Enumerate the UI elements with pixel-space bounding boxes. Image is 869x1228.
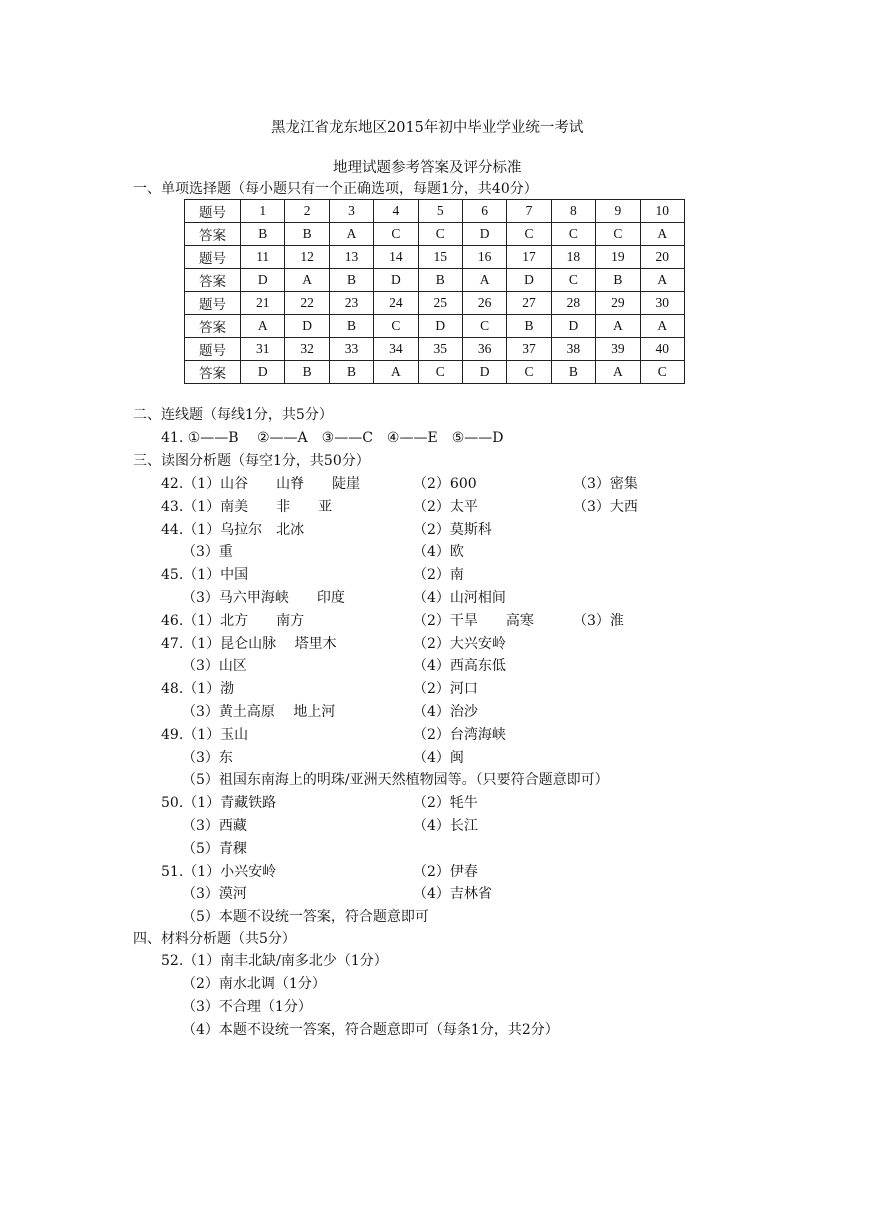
answer-table-cell: 30 <box>640 292 684 315</box>
answer-line: （5）本题不设统一答案，符合题意即可 <box>161 909 429 926</box>
answer-line: （2）南 <box>413 567 464 584</box>
answer-table-cell: 5 <box>418 200 462 223</box>
answer-table-cell: B <box>241 223 285 246</box>
answer-table-cell: D <box>241 361 285 384</box>
answer-table-cell: 12 <box>285 246 329 269</box>
question-41: 41. ①——B ②——A ③——C ④——E ⑤——D <box>161 430 504 446</box>
answer-line: （3）大西 <box>573 498 638 515</box>
answer-table-row <box>185 223 685 246</box>
answer-table-cell: B <box>418 269 462 292</box>
answer-table-cell: A <box>241 315 285 338</box>
answer-line: 48.（1）渤 <box>161 681 235 698</box>
answer-table-cell: 32 <box>285 338 329 361</box>
answer-table-cell: D <box>462 223 506 246</box>
answer-line: （5）祖国东南海上的明珠/亚洲天然植物园等。（只要符合题意即可） <box>161 772 609 789</box>
answer-table-cell: 21 <box>241 292 285 315</box>
row-label-cell: 答案 <box>185 361 241 384</box>
answer-table-cell: 25 <box>418 292 462 315</box>
answer-line: （3）密集 <box>573 476 638 492</box>
answer-table-row <box>185 269 685 292</box>
answer-table-cell: 3 <box>329 200 373 223</box>
answer-table-cell: 22 <box>285 292 329 315</box>
row-label-cell: 题号 <box>185 338 241 361</box>
answer-line: （3）不合理（1分） <box>161 999 312 1015</box>
answer-table-cell: 24 <box>374 292 418 315</box>
section-1-heading: 一、单项选择题（每小题只有一个正确选项，每题1分，共40分） <box>133 181 538 197</box>
row-label-cell: 答案 <box>185 223 241 246</box>
answer-table-cell: B <box>507 315 551 338</box>
answer-line: （3）山区 <box>161 658 247 675</box>
answer-table-cell: 33 <box>329 338 373 361</box>
answer-table-cell: A <box>596 315 640 338</box>
answer-table-cell: C <box>507 361 551 384</box>
answer-table-cell: D <box>285 315 329 338</box>
answer-table-cell: 15 <box>418 246 462 269</box>
answer-table-cell: B <box>285 223 329 246</box>
answer-table-cell: 8 <box>551 200 595 223</box>
answer-table-cell: 34 <box>374 338 418 361</box>
answer-line: 43.（1）南美 非 亚 <box>161 498 333 515</box>
answer-table-cell: A <box>285 269 329 292</box>
answer-line: （4）治沙 <box>413 704 478 720</box>
answer-table-cell: A <box>374 361 418 384</box>
answer-table-row <box>185 338 685 361</box>
answer-table-cell: B <box>329 269 373 292</box>
answer-line: （5）青稞 <box>161 840 247 857</box>
answer-line: （4）西高东低 <box>413 658 506 675</box>
answer-line: 49.（1）玉山 <box>161 726 249 743</box>
answer-table-cell: B <box>285 361 329 384</box>
answer-table-cell: 23 <box>329 292 373 315</box>
answer-line: （3）重 <box>161 544 233 561</box>
answer-table-row <box>185 200 685 223</box>
document-title: 黑龙江省龙东地区2015年初中毕业学业统一考试 <box>271 120 584 136</box>
answer-table-cell: A <box>329 223 373 246</box>
answer-table-cell: 4 <box>374 200 418 223</box>
answer-table-cell: D <box>241 269 285 292</box>
answer-table-cell: D <box>551 315 595 338</box>
answer-table-cell: 11 <box>241 246 285 269</box>
answer-table-cell: 35 <box>418 338 462 361</box>
answer-line: 52.（1）南丰北缺/南多北少（1分） <box>161 953 388 969</box>
answer-table-cell: 7 <box>507 200 551 223</box>
answer-table-cell: C <box>418 361 462 384</box>
answer-table-cell: 9 <box>596 200 640 223</box>
row-label-cell: 题号 <box>185 200 241 223</box>
answer-table <box>184 199 685 384</box>
answer-table-cell: C <box>596 223 640 246</box>
answer-table-cell: 20 <box>640 246 684 269</box>
answer-line: （2）600 <box>413 476 477 492</box>
section-2-heading: 二、连线题（每线1分，共5分） <box>133 407 333 423</box>
answer-table-cell: D <box>418 315 462 338</box>
row-label-cell: 题号 <box>185 246 241 269</box>
answer-table-cell: D <box>462 361 506 384</box>
row-label-cell: 答案 <box>185 269 241 292</box>
answer-table-cell: 29 <box>596 292 640 315</box>
section-3-heading: 三、读图分析题（每空1分，共50分） <box>133 453 370 469</box>
answer-line: （2）干旱 高寒 <box>413 612 534 629</box>
answer-line: 44.（1）乌拉尔 北冰 <box>161 521 305 538</box>
answer-table-cell: 38 <box>551 338 595 361</box>
answer-line: （3）东 <box>161 749 233 766</box>
answer-line: （4）闽 <box>413 749 464 766</box>
answer-line: （3）西藏 <box>161 818 247 834</box>
answer-table-cell: B <box>551 361 595 384</box>
answer-table-cell: 2 <box>285 200 329 223</box>
answer-line: （4）长江 <box>413 818 478 834</box>
answer-table-cell: C <box>374 315 418 338</box>
answer-table-cell: B <box>329 315 373 338</box>
answer-table-cell: C <box>462 315 506 338</box>
answer-table-cell: A <box>640 223 684 246</box>
answer-table-cell: B <box>329 361 373 384</box>
answer-table-cell: A <box>462 269 506 292</box>
answer-table-cell: 31 <box>241 338 285 361</box>
answer-line: （3）马六甲海峡 印度 <box>161 590 345 606</box>
answer-line: （4）本题不设统一答案，符合题意即可（每条1分，共2分） <box>161 1022 559 1038</box>
answer-line: 47.（1）昆仑山脉 塔里木 <box>161 635 337 652</box>
answer-line: （2）大兴安岭 <box>413 635 506 652</box>
answer-table-cell: A <box>596 361 640 384</box>
answer-table-cell: B <box>596 269 640 292</box>
answer-table-cell: 28 <box>551 292 595 315</box>
answer-table-cell: 1 <box>241 200 285 223</box>
answer-line: （2）河口 <box>413 681 478 698</box>
answer-table-cell: 18 <box>551 246 595 269</box>
answer-table-cell: 17 <box>507 246 551 269</box>
answer-table-cell: 14 <box>374 246 418 269</box>
answer-line: （4）欧 <box>413 544 464 561</box>
answer-line: （2）台湾海峡 <box>413 726 506 743</box>
answer-table-cell: C <box>551 269 595 292</box>
answer-table-cell: C <box>418 223 462 246</box>
answer-table-cell: C <box>507 223 551 246</box>
answer-table-cell: 27 <box>507 292 551 315</box>
answer-table-row <box>185 361 685 384</box>
answer-table-cell: 26 <box>462 292 506 315</box>
answer-table-row <box>185 315 685 338</box>
answer-line: （2）太平 <box>413 498 478 515</box>
row-label-cell: 答案 <box>185 315 241 338</box>
answer-table-cell: C <box>374 223 418 246</box>
answer-table-cell: A <box>640 269 684 292</box>
answer-table-cell: D <box>374 269 418 292</box>
answer-table-cell: 6 <box>462 200 506 223</box>
answer-line: 42.（1）山谷 山脊 陡崖 <box>161 476 361 492</box>
answer-line: （2）南水北调（1分） <box>161 976 326 992</box>
answer-table-cell: 40 <box>640 338 684 361</box>
answer-line: 46.（1）北方 南方 <box>161 612 305 629</box>
answer-line: 51.（1）小兴安岭 <box>161 863 277 880</box>
answer-line: （3）淮 <box>573 612 624 629</box>
answer-table-cell: C <box>551 223 595 246</box>
answer-line: （2）牦牛 <box>413 795 478 812</box>
document-subtitle: 地理试题参考答案及评分标准 <box>333 160 522 176</box>
answer-line: （3）黄土高原 地上河 <box>161 704 336 720</box>
answer-line: （4）山河相间 <box>413 590 506 606</box>
answer-line: （2）伊春 <box>413 863 478 880</box>
answer-table-row <box>185 246 685 269</box>
answer-table-cell: 10 <box>640 200 684 223</box>
row-label-cell: 题号 <box>185 292 241 315</box>
answer-table-cell: 36 <box>462 338 506 361</box>
answer-line: （3）漠河 <box>161 886 247 903</box>
answer-line: （4）吉林省 <box>413 886 492 903</box>
answer-line: （2）莫斯科 <box>413 521 492 538</box>
answer-table-cell: C <box>640 361 684 384</box>
answer-table-cell: 19 <box>596 246 640 269</box>
section-4-heading: 四、材料分析题（共5分） <box>133 931 296 947</box>
answer-table-row <box>185 292 685 315</box>
answer-table-cell: A <box>640 315 684 338</box>
answer-table-cell: 16 <box>462 246 506 269</box>
answer-line: 50.（1）青藏铁路 <box>161 795 277 812</box>
answer-table-cell: 37 <box>507 338 551 361</box>
answer-table-cell: D <box>507 269 551 292</box>
answer-table-cell: 39 <box>596 338 640 361</box>
answer-table-cell: 13 <box>329 246 373 269</box>
answer-line: 45.（1）中国 <box>161 567 249 584</box>
